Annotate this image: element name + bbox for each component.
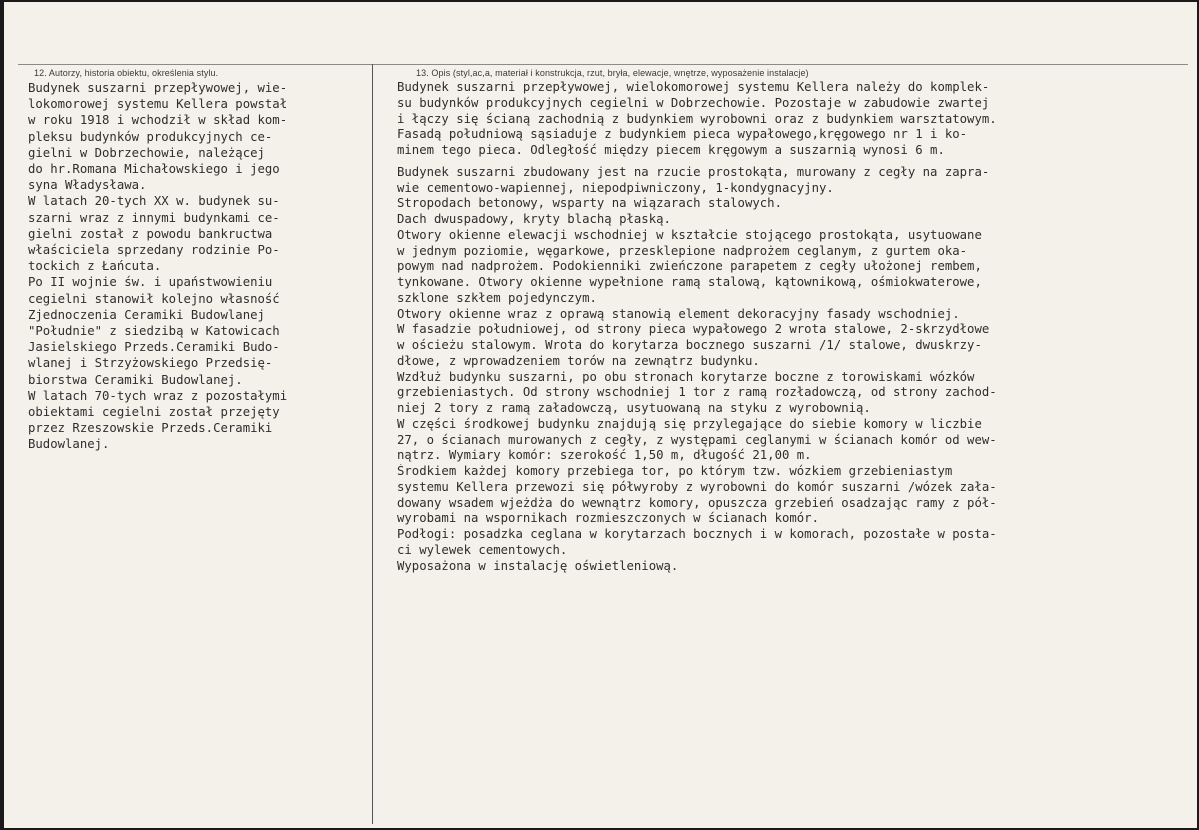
text-line: w roku 1918 i wchodził w skład kom-: [28, 113, 288, 128]
text-line: gielni w Dobrzechowie, należącej: [28, 145, 265, 160]
text-line: Budowlanej.: [28, 437, 110, 452]
text-line: niej 2 tory z ramą załadowczą, usytuowaną na styku z wyrobownią.: [397, 401, 871, 415]
text-line: W latach 70-tych wraz z pozostałymi: [28, 388, 288, 403]
text-line: grzebieniastych. Od strony wschodniej 1 tor z ramą rozładowczą, od strony zachod-: [397, 385, 997, 400]
text-line: syna Władysława.: [28, 178, 147, 193]
text-line: Budynek suszarni zbudowany jest na rzucie prostokąta, murowany z cegły na zapra-: [397, 164, 990, 179]
text-line: Budynek suszarni przepływowej, wielokomorowej systemu Kellera należy do komplek-: [397, 80, 990, 94]
text-line: Dach dwuspadowy, kryty blachą płaską.: [397, 212, 671, 226]
document-sheet: [4, 2, 1197, 828]
top-rule: [18, 64, 1188, 65]
text-line: szarni wraz z innymi budynkami ce-: [28, 210, 280, 225]
text-line: gielni został z powodu bankructwa: [28, 226, 273, 241]
text-line: Budynek suszarni przepływowej, wie-: [28, 81, 288, 95]
text-line: 27, o ścianach murowanych z cegły, z występami ceglanymi w ścianach komór od wew-: [397, 432, 997, 447]
text-line: Zjednoczenia Ceramiki Budowlanej: [28, 307, 265, 322]
text-line: tynkowane. Otwory okienne wypełnione ramą stalową, kątownikową, ośmiokwaterowe,: [397, 275, 982, 289]
text-line: cegielni stanowił kolejno własność: [28, 291, 280, 306]
text-line: przez Rzeszowskie Przeds.Ceramiki: [28, 421, 273, 436]
text-line: ci wylewek cementowych.: [397, 542, 568, 557]
text-line: biorstwa Ceramiki Budowlanej.: [28, 372, 243, 387]
text-line: "Południe" z siedzibą w Katowicach: [28, 324, 280, 339]
text-line: tockich z Łańcuta.: [28, 259, 162, 274]
text-line: Stropodach betonowy, wsparty na wiązarach stalowych.: [397, 196, 782, 211]
text-line: Otwory okienne wraz z oprawą stanowią element dekoracyjny fasady wschodniej.: [397, 306, 960, 321]
text-line: Środkiem każdej komory przebiega tor, po którym tzw. wózkiem grzebieniastym: [397, 464, 953, 478]
text-line: Po II wojnie św. i upaństwowieniu: [28, 275, 273, 290]
text-line: i łączy się ścianą zachodnią z budynkiem wyrobowni oraz z budynkiem warsztatowym.: [397, 111, 997, 126]
text-line: pleksu budynków produkcyjnych ce-: [28, 129, 273, 144]
text-line: szklone szkłem pojedynczym.: [397, 290, 597, 305]
text-line: wlanej i Strzyżowskiego Przedsię-: [28, 356, 273, 371]
text-line: Wyposażona w instalację oświetleniową.: [397, 558, 679, 573]
description-text-column: [397, 80, 1197, 574]
text-line: W fasadzie południowej, od strony pieca wypałowego 2 wrota stalowe, 2-skrzydłowe: [397, 322, 990, 337]
text-line: W części środkowej budynku znajdują się przylegające do siebie komory w liczbie: [397, 416, 982, 431]
text-line: w jednym poziomie, węgarkowe, przesklepione nadprożem ceglanym, z gurtem oka-: [397, 243, 968, 258]
column-divider: [372, 64, 373, 824]
text-line: systemu Kellera przewozi się półwyroby z wyrobowni do komór suszarni /wózek zała-: [397, 479, 997, 494]
text-line: minem tego pieca. Odległość między piecem kręgowym a suszarnią wynosi 6 m.: [397, 143, 945, 157]
text-line: Jasielskiego Przeds.Ceramiki Budo-: [28, 340, 280, 355]
text-line: dowany wsadem wjeżdża do wewnątrz komory, opuszcza grzebień osadzając ramy z pół-: [397, 495, 997, 510]
text-line: właściciela sprzedany rodzinie Po-: [28, 243, 280, 258]
text-line: W latach 20-tych XX w. budynek su-: [28, 194, 280, 209]
text-line: powym nad nadprożem. Podokienniki zwieńczone parapetem z cegły ułożonej rembem,: [397, 259, 982, 274]
text-line: Fasadą południową sąsiaduje z budynkiem pieca wypałowego,kręgowego nr 1 i ko-: [397, 127, 968, 142]
text-line: su budynków produkcyjnych cegielni w Dobrzechowie. Pozostaje w zabudowie zwartej: [397, 95, 990, 110]
text-line: Wzdłuż budynku suszarni, po obu stronach korytarze boczne z torowiskami wózków: [397, 369, 975, 384]
text-line: dłowe, z wprowadzeniem torów na zewnątrz budynku.: [397, 353, 760, 368]
text-line: wyrobami na wspornikach rozmieszczonych w ścianach komór.: [397, 511, 819, 526]
text-line: lokomorowej systemu Kellera powstał: [28, 97, 288, 112]
text-line: nątrz. Wymiary komór: szerokość 1,50 m, długość 21,00 m.: [397, 448, 812, 463]
text-line: Podłogi: posadzka ceglana w korytarzach bocznych i w komorach, pozostałe w posta-: [397, 527, 997, 541]
text-line: obiektami cegielni został przejęty: [28, 405, 280, 420]
section-13-heading: 13. Opis (styl,ac,a, materiał i konstrukcja, rzut, bryła, elewacje, wnętrze, wyposażenie instalacje): [416, 68, 809, 78]
text-line: Otwory okienne elewacji wschodniej w kształcie stojącego prostokąta, usytuowane: [397, 227, 982, 242]
text-line: wie cementowo-wapiennej, niepodpiwniczony, 1-kondygnacyjny.: [397, 180, 834, 195]
section-12-heading: 12. Autorzy, historia obiektu, określenia stylu.: [34, 68, 219, 78]
history-text-column: [28, 80, 372, 453]
text-line: do hr.Romana Michałowskiego i jego: [28, 162, 280, 177]
text-line: w ościeżu stalowym. Wrota do korytarza bocznego suszarni /1/ stalowe, dwuskrzy-: [397, 338, 982, 352]
